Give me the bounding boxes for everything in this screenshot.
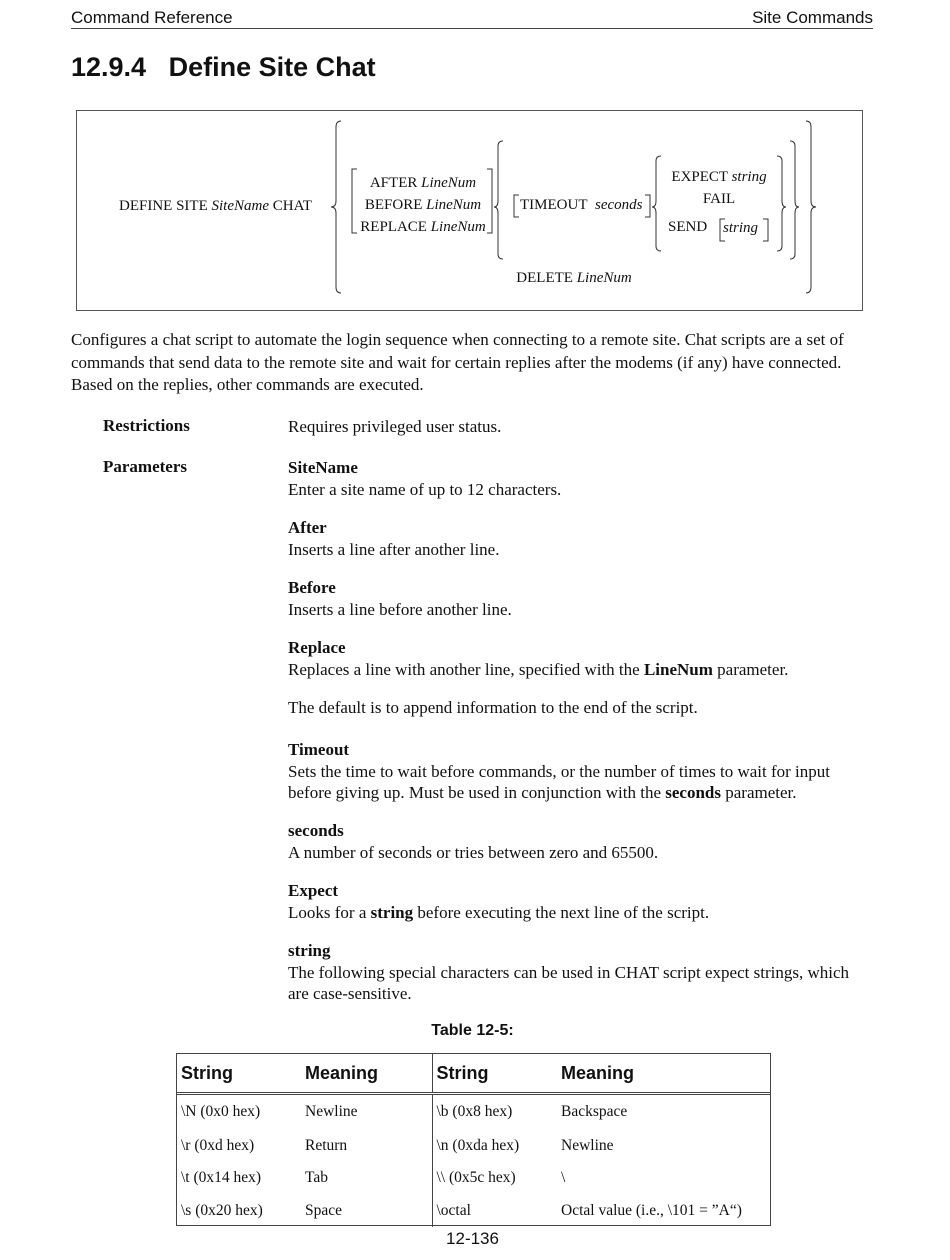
param-after: After Inserts a line after another line.: [288, 518, 500, 559]
table-caption: Table 12-5:: [431, 1022, 514, 1039]
send-option: SEND string: [668, 219, 759, 236]
table-row: [177, 1094, 770, 1130]
inner-brace-left: [652, 156, 661, 251]
mid-brace-left: [494, 141, 503, 259]
restrictions-label: Restrictions: [103, 416, 190, 435]
cell: Space: [305, 1201, 343, 1219]
cell: Return: [305, 1136, 348, 1154]
cell: \r (0xd hex): [181, 1136, 255, 1154]
timeout-bracket-left: [514, 195, 519, 217]
cell: Backspace: [561, 1103, 628, 1121]
col-header: Meaning: [301, 1054, 432, 1094]
param-string: string The following special characters can be used in CHAT script expect strings, which are case-sensitive.: [288, 941, 849, 1003]
restrictions-text: Requires privileged user status.: [288, 417, 502, 436]
fail-option: FAIL: [702, 191, 736, 207]
cell: \octal: [432, 1195, 557, 1228]
position-options: [360, 172, 485, 238]
param-expect: Expect Looks for a string before executing the next line of the script.: [288, 881, 710, 922]
outer-brace-left: [331, 121, 341, 293]
outer-brace-right: [806, 121, 816, 293]
param-sitename: SiteName Enter a site name of up to 12 characters.: [288, 458, 562, 499]
param-seconds: seconds A number of seconds or tries between zero and 65500.: [288, 821, 659, 862]
cell: \s (0x20 hex): [181, 1201, 263, 1219]
cell: \t (0x14 hex): [181, 1169, 262, 1187]
cell: \N (0x0 hex): [181, 1103, 261, 1121]
cell: \n (0xda hex): [432, 1130, 557, 1163]
special-chars-table: [176, 1053, 771, 1226]
timeout-bracket-right: [645, 195, 650, 217]
cell: Newline: [305, 1103, 358, 1121]
timeout-option: TIMEOUT seconds: [520, 197, 643, 213]
kw: CHAT: [269, 198, 312, 214]
intro-paragraph: Configures a chat script to automate the login sequence when connecting to a remote site. Chat scripts are a set of commands that send data to the remote site and wait for certain replies after the modems (if any) have connected. Based on the replies, other commands are executed.: [71, 330, 844, 394]
param-replace: Replace Replaces a line with another line, specified with the LineNum parameter.: [288, 638, 789, 679]
cell: \\ (0x5c hex): [432, 1162, 557, 1195]
syntax-command: [119, 198, 312, 215]
inner-brace-right: [777, 156, 786, 251]
expect-option: EXPECT string: [671, 169, 767, 185]
param-timeout: Timeout Sets the time to wait before commands, or the number of times to wait for input before giving up. Must be used in conjunction with the seconds parameter.: [288, 740, 830, 802]
col-header: String: [432, 1054, 557, 1094]
cell: Octal value (i.e., \101 = ”A“): [561, 1201, 742, 1219]
param-before: Before Inserts a line before another line.: [288, 578, 512, 619]
var-sitename: SiteName: [211, 198, 269, 214]
section-title: 12.9.4 Define Site Chat: [71, 52, 376, 82]
parameters-label: Parameters: [103, 457, 188, 476]
option-before: BEFORE LineNum: [364, 197, 482, 213]
send-bracket-right: [763, 219, 768, 241]
col-header: Meaning: [557, 1054, 770, 1094]
position-bracket-right: [487, 169, 492, 233]
header-rule: [71, 28, 873, 29]
option-replace: REPLACE LineNum: [360, 219, 486, 235]
running-header-left: Command Reference: [71, 8, 233, 27]
cell: Tab: [305, 1169, 329, 1187]
table-header-row: [177, 1054, 770, 1094]
page-number: 12-136: [446, 1229, 499, 1248]
option-after: AFTER LineNum: [369, 175, 477, 191]
cell: Newline: [561, 1136, 614, 1154]
mid-brace-right: [790, 141, 799, 259]
delete-option: DELETE LineNum: [516, 270, 632, 286]
table-row: [177, 1130, 770, 1163]
running-header-right: Site Commands: [752, 8, 873, 27]
position-bracket-left: [352, 169, 357, 233]
table-row: [177, 1195, 770, 1228]
cell: \b (0x8 hex): [432, 1094, 557, 1130]
col-header: String: [177, 1054, 301, 1094]
kw: DEFINE SITE: [119, 198, 212, 214]
syntax-box: [76, 110, 863, 311]
cell: \: [561, 1169, 566, 1187]
table-row: [177, 1162, 770, 1195]
default-note: The default is to append information to the end of the script.: [288, 698, 698, 717]
